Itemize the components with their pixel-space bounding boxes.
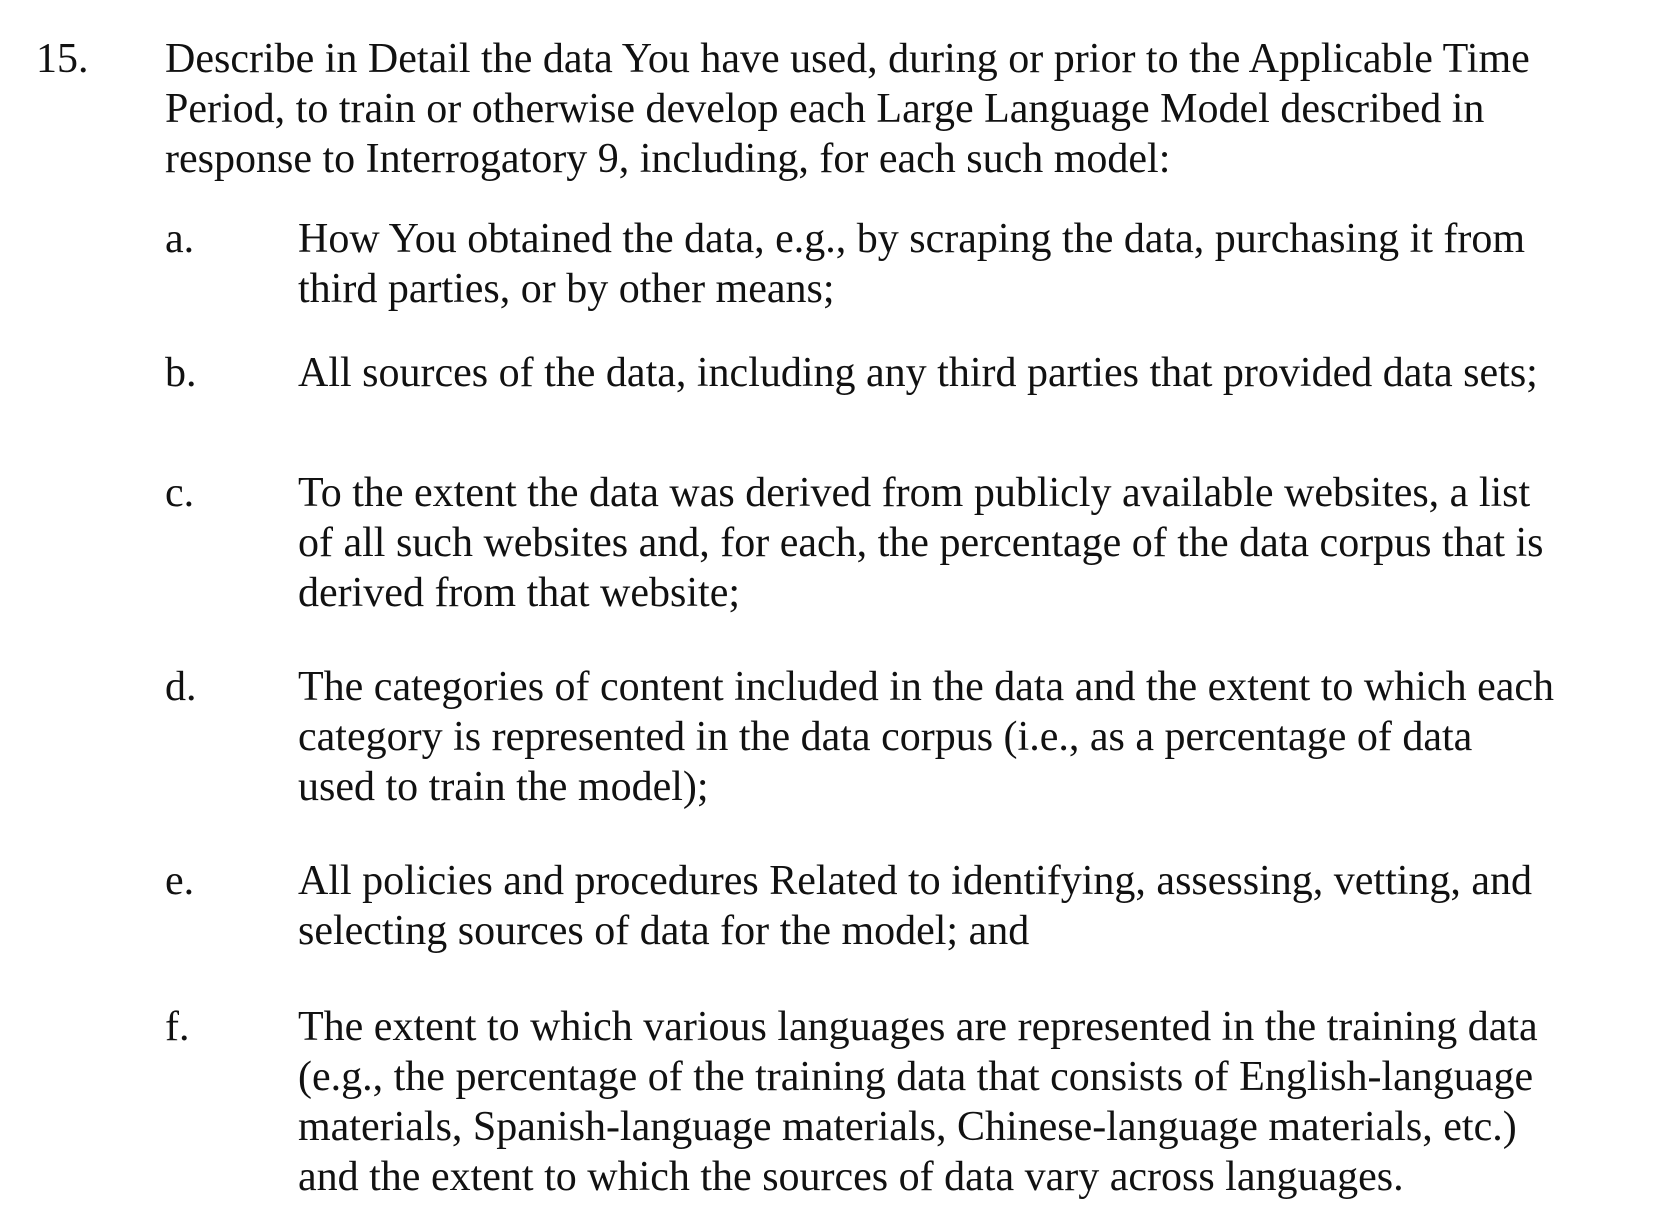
- subitem-text: How You obtained the data, e.g., by scraping the data, purchasing it from third parties, or by other means;: [298, 216, 1526, 312]
- subitem-letter: e.: [165, 858, 195, 904]
- subitem-letter: c.: [165, 470, 195, 516]
- subitem-letter: d.: [165, 664, 197, 710]
- subitem-letter: a.: [165, 216, 195, 262]
- interrogatory-text: Describe in Detail the data You have used, during or prior to the Applicable Time Period, to train or otherwise develop each Large Language Model described in response to Interrogatory 9, including, for each such model:: [165, 36, 1530, 182]
- subitem-text: The extent to which various languages are represented in the training data (e.g., the percentage of the training data that consists of English-language materials, Spanish-language materials, Chinese-language materials, etc.) and the extent to which the sources of data vary across languages.: [298, 1004, 1538, 1200]
- subitem-text: All sources of the data, including any third parties that provided data sets;: [298, 350, 1538, 396]
- subitem-text: All policies and procedures Related to identifying, assessing, vetting, and selecting sources of data for the model; and: [298, 858, 1533, 954]
- subitem-letter: f.: [165, 1004, 190, 1050]
- interrogatory-number: 15.: [36, 36, 89, 82]
- subitem-letter: b.: [165, 350, 197, 396]
- subitem-text: To the extent the data was derived from publicly available websites, a list of all such websites and, for each, the percentage of the data corpus that is derived from that website;: [298, 470, 1544, 616]
- subitem-text: The categories of content included in the data and the extent to which each category is represented in the data corpus (i.e., as a percentage of data used to train the model);: [298, 664, 1555, 810]
